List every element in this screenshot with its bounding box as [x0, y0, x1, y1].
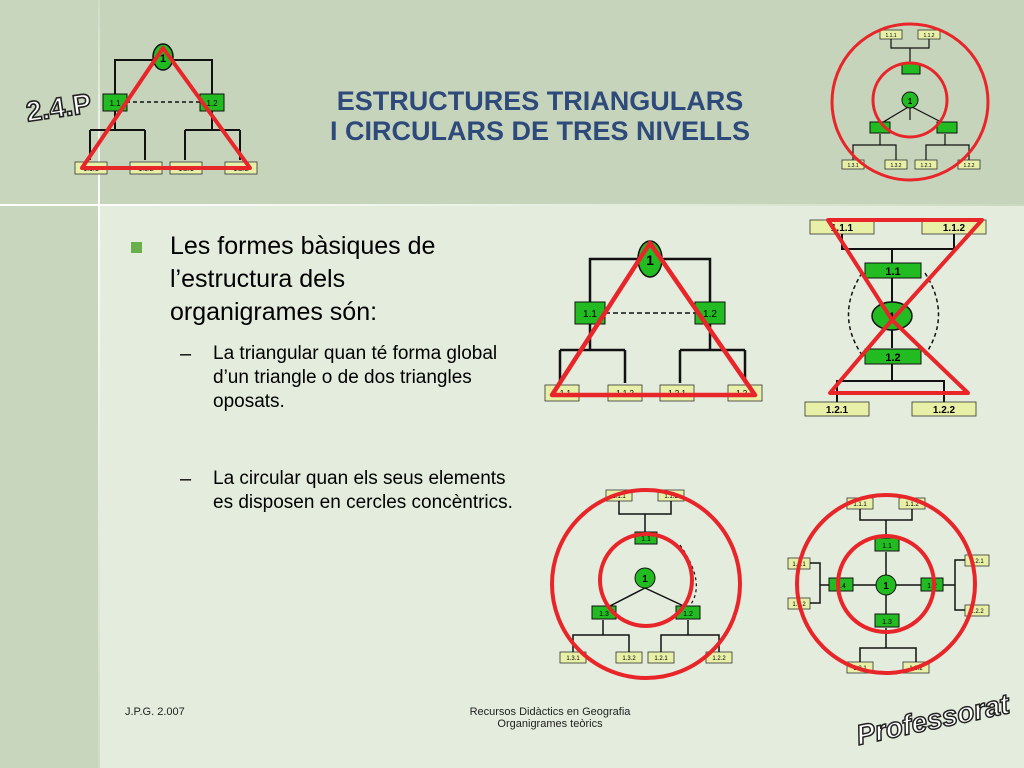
t3-node-1-2: 1.2: [885, 352, 901, 364]
footer-center-line-2: Organigrames teòrics: [497, 718, 603, 730]
c3-node-1-2: 1.2: [927, 583, 937, 590]
header-divider: [0, 204, 1024, 206]
node-1-2-2: 1.2.2: [233, 166, 249, 173]
c2-node-1-3-1: 1.3.1: [566, 656, 580, 662]
c1-node-1-1-1: 1.1.1: [885, 33, 897, 39]
c2-node-1-2-2: 1.2.2: [712, 656, 726, 662]
dash-marker-2: –: [180, 468, 192, 490]
large-triangle-diagram: [540, 235, 770, 415]
c1-node-1-1-2: 1.1.2: [923, 33, 935, 39]
slide-title: [300, 86, 780, 146]
node-1: 1: [159, 53, 167, 65]
t3-node-1: 1: [888, 310, 896, 324]
node-1-2: 1.2: [206, 99, 218, 108]
c3-node-1-3-1: 1.3.1: [853, 666, 867, 672]
t2-node-1-1-1: 1.1.1: [553, 389, 571, 398]
c3-node-1-1-2: 1.1.2: [905, 502, 919, 508]
title-line-1: ESTRUCTURES TRIANGULARS: [336, 86, 744, 116]
c1-node-1: 1: [907, 97, 913, 106]
c3-node-1-4: 1.4: [836, 583, 846, 590]
c2-node-1-1-2: 1.1.2: [664, 494, 678, 500]
t2-node-1: 1: [646, 252, 654, 268]
circular-three-branch-diagram: [548, 480, 748, 690]
c3-node-1-3-2: 1.3.2: [909, 666, 923, 672]
t3-node-1-2-2: 1.2.2: [932, 405, 956, 416]
t2-node-1-2-1: 1.2.1: [668, 389, 686, 398]
t3-node-1-1-2: 1.1.2: [942, 223, 966, 234]
c2-node-1-3-2: 1.3.2: [622, 656, 636, 662]
t3-node-1-1-1: 1.1.1: [830, 223, 854, 234]
t3-node-1-2-1: 1.2.1: [825, 405, 849, 416]
small-circular-diagram: [810, 20, 1000, 195]
c3-node-1-2-2: 1.2.2: [970, 609, 984, 615]
footer-center: [430, 706, 670, 730]
node-1-1-1: 1.1.1: [83, 166, 99, 173]
c1-node-1-2-1: 1.2.1: [920, 163, 932, 169]
c2-node-1-1-1: 1.1.1: [612, 494, 626, 500]
c3-node-1-1: 1.1: [882, 543, 892, 550]
professorat-stamp: Professorat: [853, 688, 1013, 751]
c2-node-1-1: 1.1: [641, 536, 651, 543]
main-bullet-text: Les formes bàsiques de l’estructura dels organigrames són:: [170, 232, 436, 326]
c3-node-1: 1: [883, 581, 889, 592]
t3-node-1-1: 1.1: [885, 266, 901, 278]
c1-node-1-3-2: 1.3.2: [890, 163, 902, 169]
c1-node-1-3-1: 1.3.1: [847, 163, 859, 169]
c3-node-1-4-2: 1.4.2: [792, 602, 806, 608]
circular-four-branch-diagram: [785, 490, 995, 690]
c2-node-1: 1: [642, 574, 648, 585]
footer-center-line-1: Recursos Didàctics en Geografia: [469, 706, 631, 718]
opposed-triangles-diagram: [800, 215, 1000, 425]
c3-node-1-3: 1.3: [882, 619, 892, 626]
node-1-2-1: 1.2.1: [178, 166, 194, 173]
t2-node-1-1-2: 1.1.2: [616, 389, 634, 398]
bullet-marker: [131, 242, 142, 253]
t2-node-1-2: 1.2: [703, 309, 717, 320]
title-line-2: I CIRCULARS DE TRES NIVELLS: [329, 116, 751, 146]
c3-node-1-2-1: 1.2.1: [970, 559, 984, 565]
c3-node-1-4-1: 1.4.1: [792, 562, 806, 568]
node-1-1: 1.1: [109, 99, 121, 108]
t2-node-1-2-2: 1.2.2: [736, 389, 754, 398]
footer-author: J.P.G. 2.007: [125, 706, 185, 718]
sub-bullet-circular: La circular quan els seus elements es disposen en cercles concèntrics.: [213, 468, 513, 513]
c3-node-1-1-1: 1.1.1: [853, 502, 867, 508]
c2-node-1-2: 1.2: [683, 611, 693, 618]
c2-node-1-3: 1.3: [599, 611, 609, 618]
node-1-1-2: 1.1.2: [138, 166, 154, 173]
t2-node-1-1: 1.1: [583, 309, 597, 320]
dash-marker-1: –: [180, 343, 192, 365]
c1-node-1-2-2: 1.2.2: [963, 163, 975, 169]
sub-bullet-triangular: La triangular quan té forma global d’un triangle o de dos triangles oposats.: [213, 343, 498, 412]
small-triangle-diagram: [70, 40, 260, 180]
section-tag: 2.4.P: [24, 87, 94, 128]
c2-node-1-2-1: 1.2.1: [654, 656, 668, 662]
